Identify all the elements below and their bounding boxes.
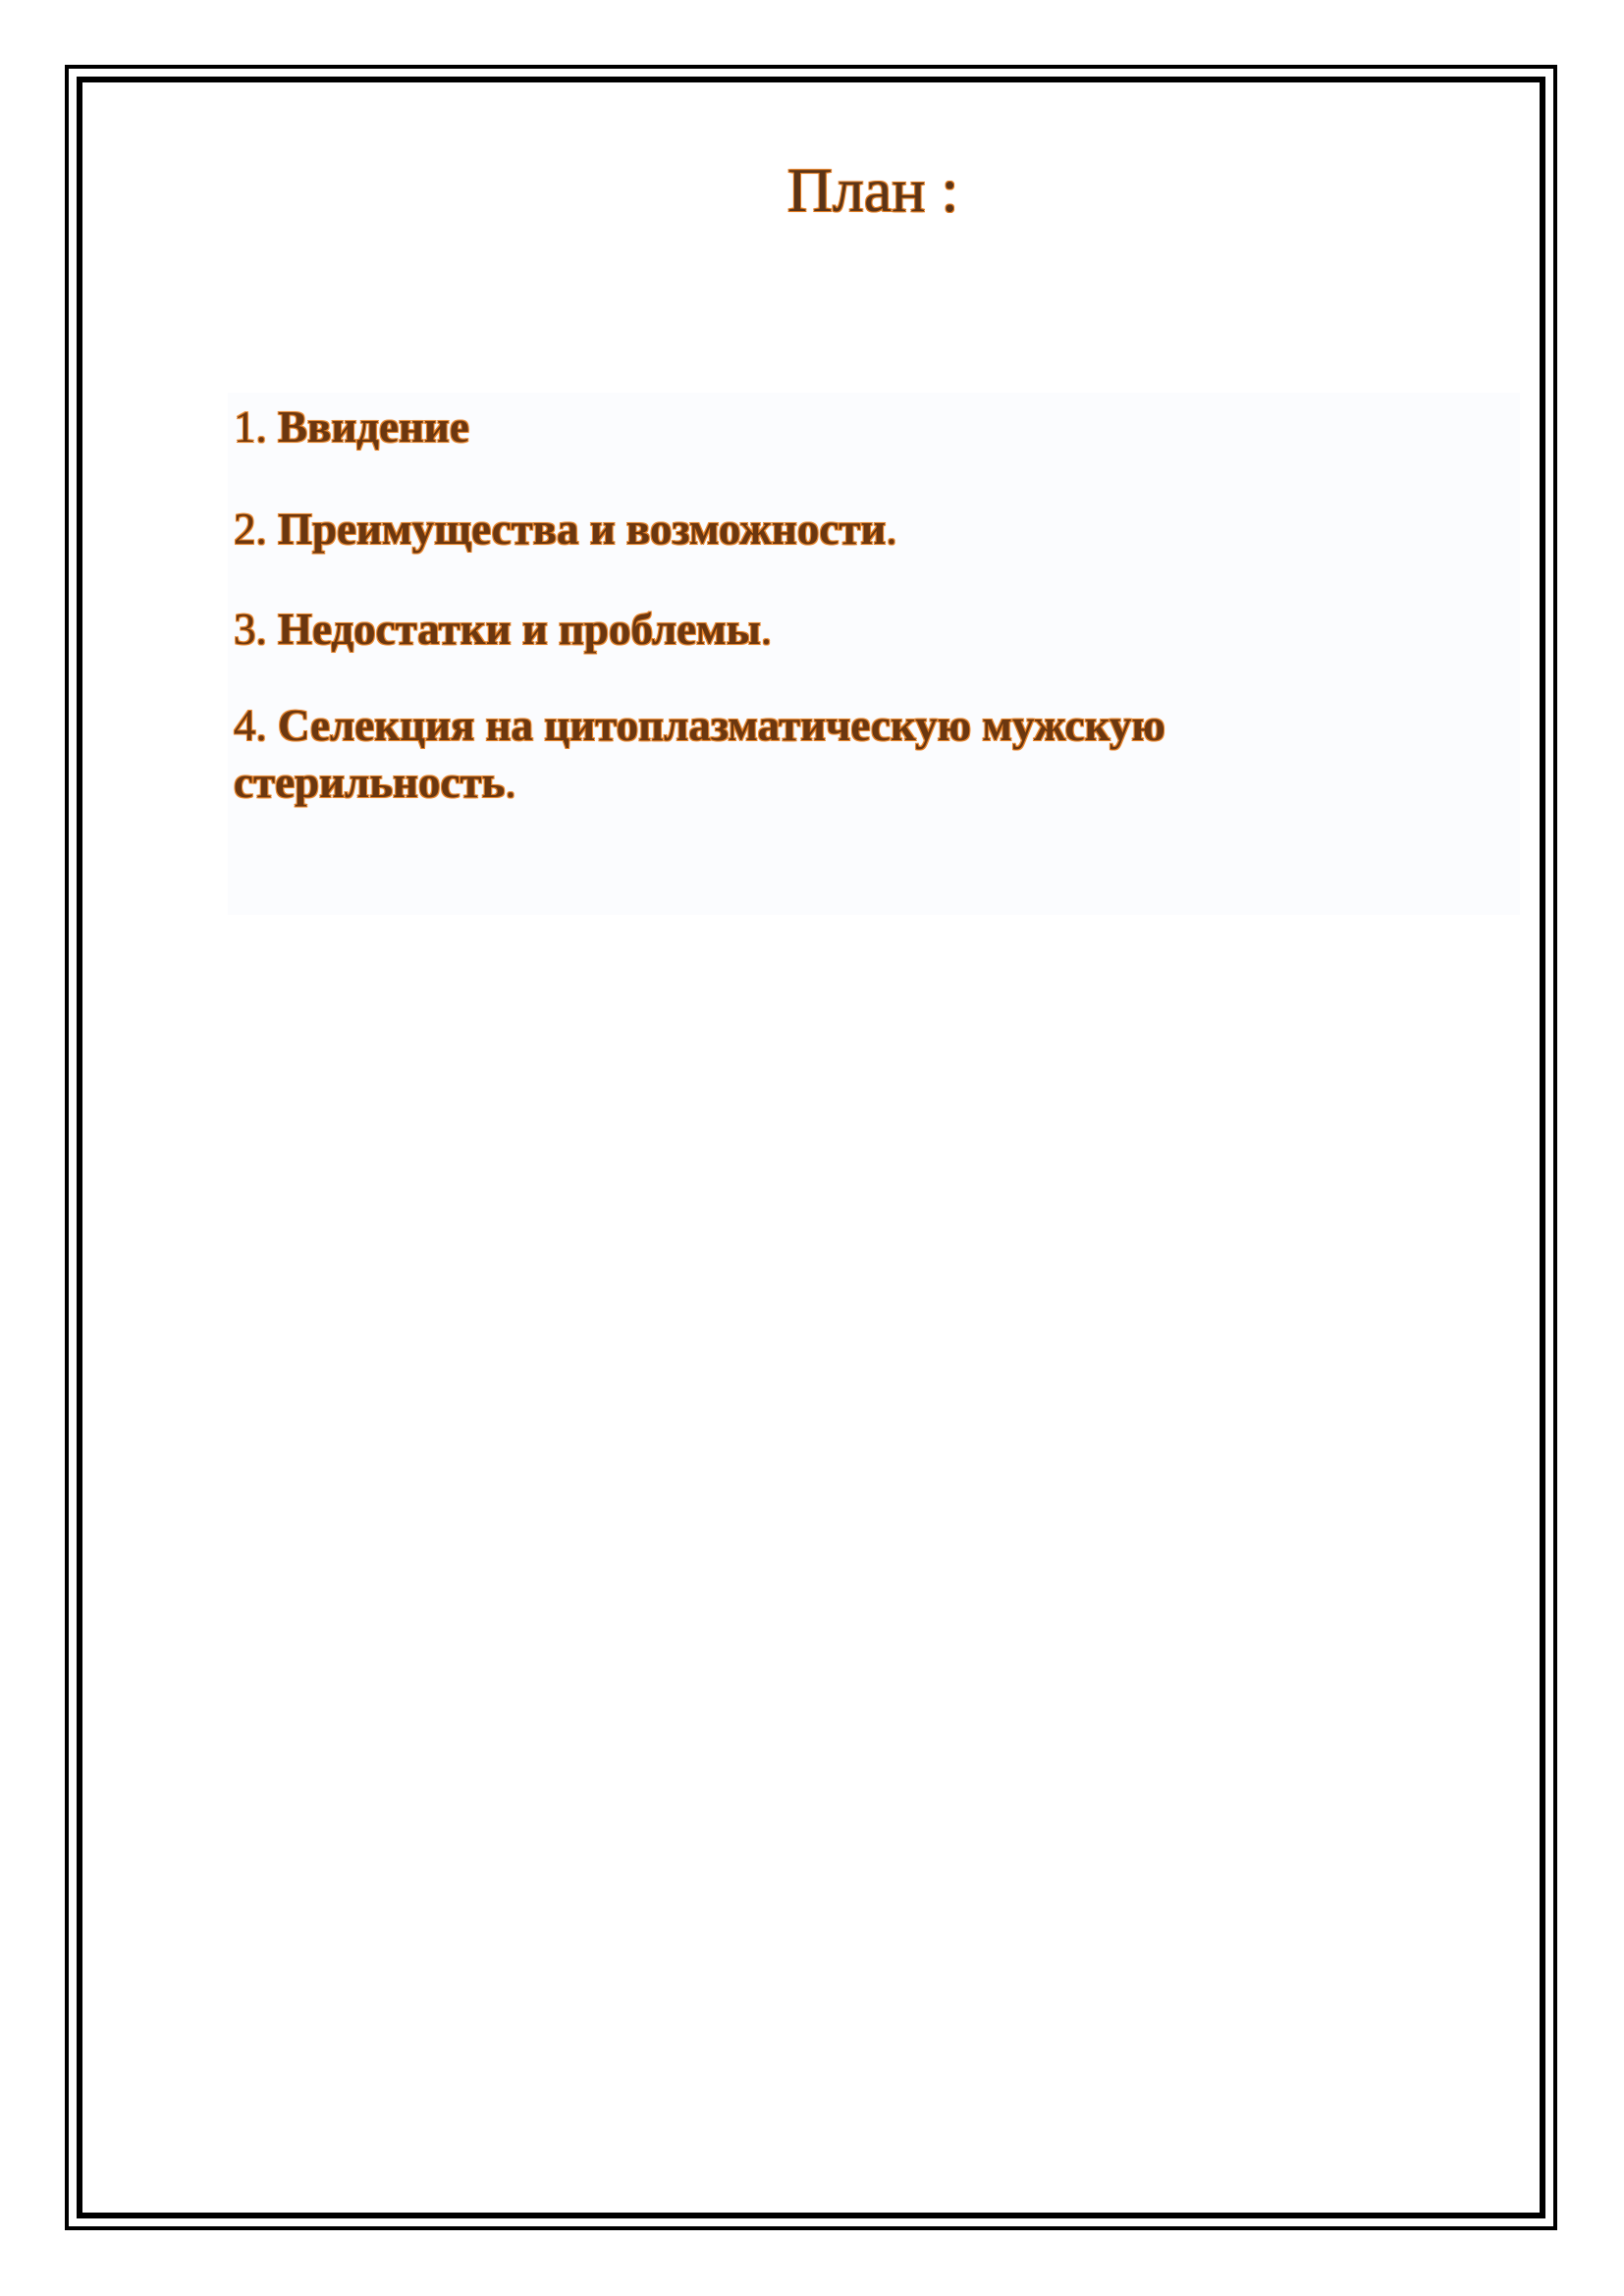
plan-item-introduction: [234, 399, 1392, 455]
plan-item-number: 4.: [234, 701, 267, 750]
plan-item-suffix: .: [886, 505, 897, 554]
plan-item-selection: [234, 697, 1392, 811]
plan-item-number: 2.: [234, 505, 267, 554]
plan-section: [228, 393, 1520, 915]
plan-item-text: Ввидение: [278, 402, 469, 452]
plan-item-suffix: .: [760, 605, 773, 654]
plan-item-text: Селекция на цитоплазматическую мужскую стерильность: [234, 701, 1165, 807]
plan-item-text: Преимущества и возможности: [278, 505, 887, 554]
plan-item-suffix: .: [505, 758, 516, 807]
plan-item-number: 1.: [234, 402, 267, 452]
plan-item-advantages: [234, 501, 1392, 558]
plan-item-number: 3.: [234, 605, 267, 654]
plan-item-drawbacks: [234, 601, 1392, 658]
plan-item-text: Недостатки и проблемы: [278, 605, 761, 654]
page-title: План :: [786, 155, 959, 225]
